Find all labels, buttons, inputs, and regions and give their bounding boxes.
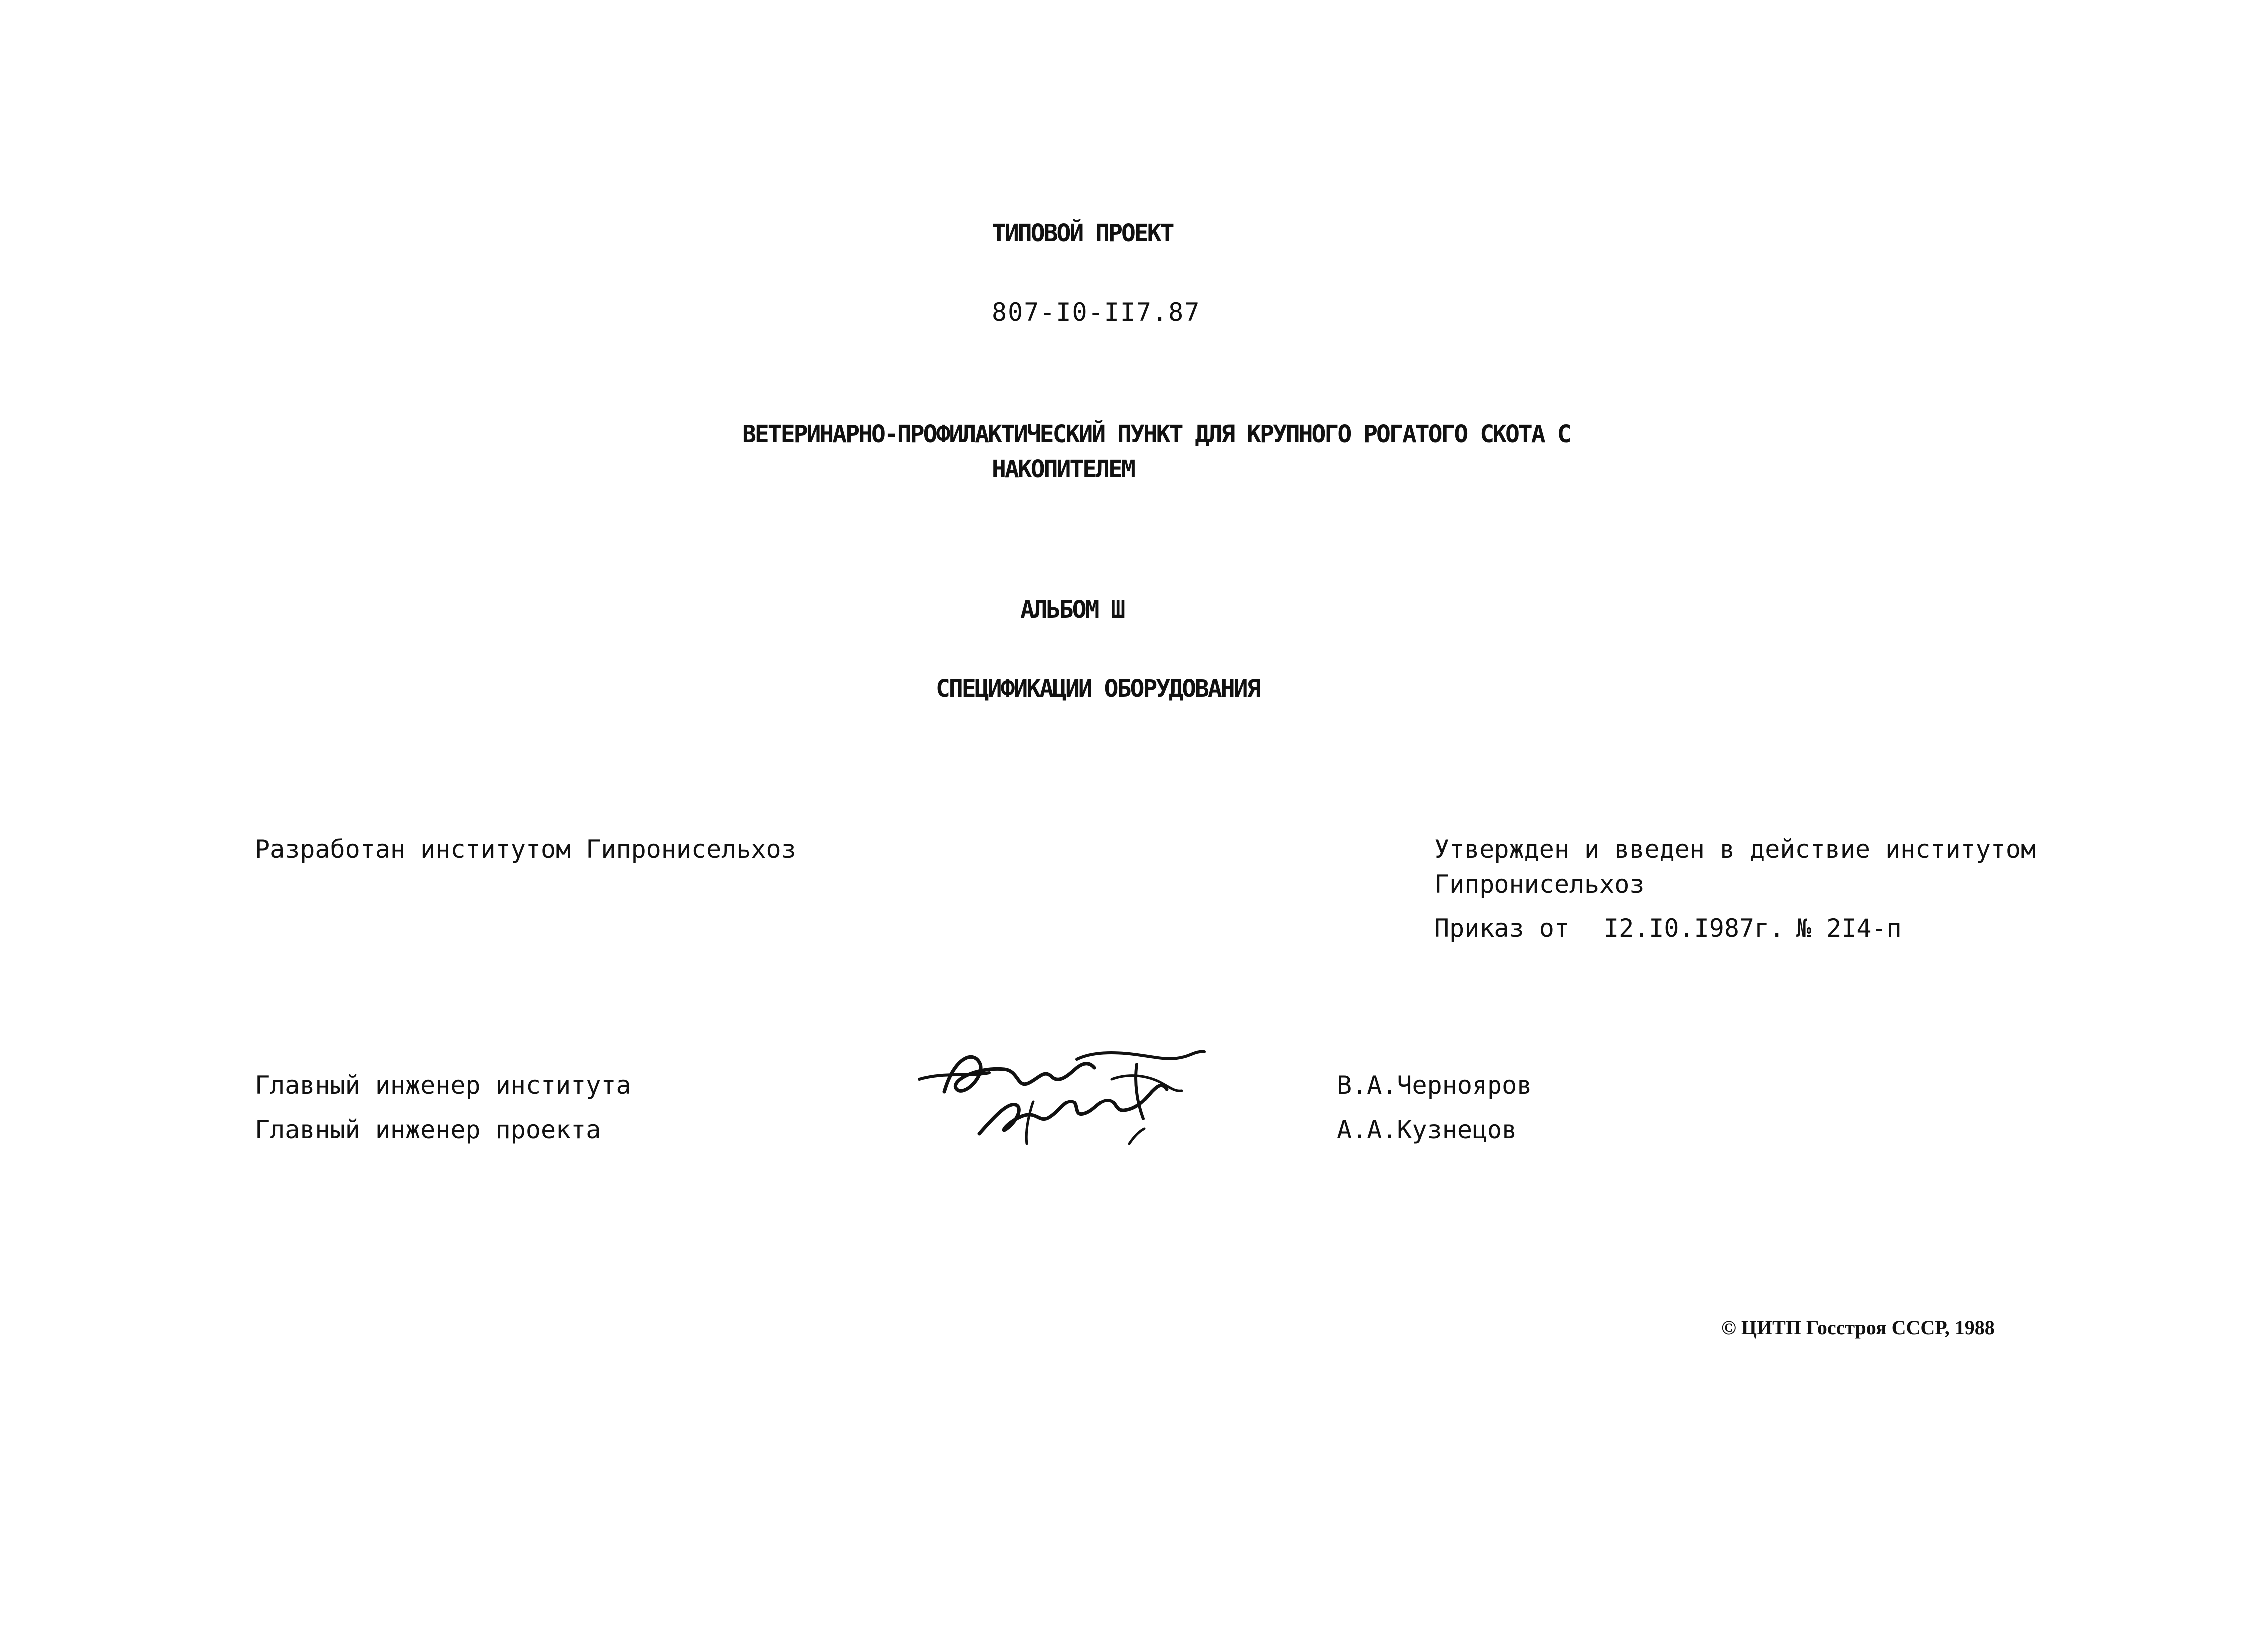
section-heading: СПЕЦИФИКАЦИИ ОБОРУДОВАНИЯ: [936, 675, 1260, 703]
order-label: Приказ от: [1434, 914, 1569, 943]
signatory-position-chief-engineer-institute: Главный инженер института: [255, 1071, 631, 1100]
project-title-line-1: ВЕТЕРИНАРНО-ПРОФИЛАКТИЧЕСКИЙ ПУНКТ ДЛЯ КРУПНОГО РОГАТОГО СКОТА С: [742, 420, 1570, 448]
project-code: 807-I0-II7.87: [992, 298, 1201, 327]
approval-line-2: Гипронисельхоз: [1434, 870, 1645, 899]
signatory-name-chernoyarov: В.А.Чернояров: [1337, 1071, 1532, 1100]
signatory-name-kuznetsov: А.А.Кузнецов: [1337, 1115, 1517, 1144]
handwritten-signature: [914, 1042, 1214, 1149]
project-title-line-2: НАКОПИТЕЛЕМ: [992, 455, 1134, 483]
signatory-position-chief-engineer-project: Главный инженер проекта: [255, 1115, 601, 1144]
order-date: I2.I0.I987г.: [1604, 914, 1785, 943]
copyright-notice: © ЦИТП Госстроя СССР, 1988: [1721, 1316, 1995, 1339]
order-number: № 2I4-п: [1796, 914, 1902, 943]
approval-line-1: Утвержден и введен в действие институтом: [1434, 835, 2036, 864]
album-heading: АЛЬБОМ Ш: [1020, 596, 1124, 624]
project-type-heading: ТИПОВОЙ ПРОЕКТ: [992, 219, 1173, 247]
developer-text: Разработан институтом Гипронисельхоз: [255, 835, 796, 864]
